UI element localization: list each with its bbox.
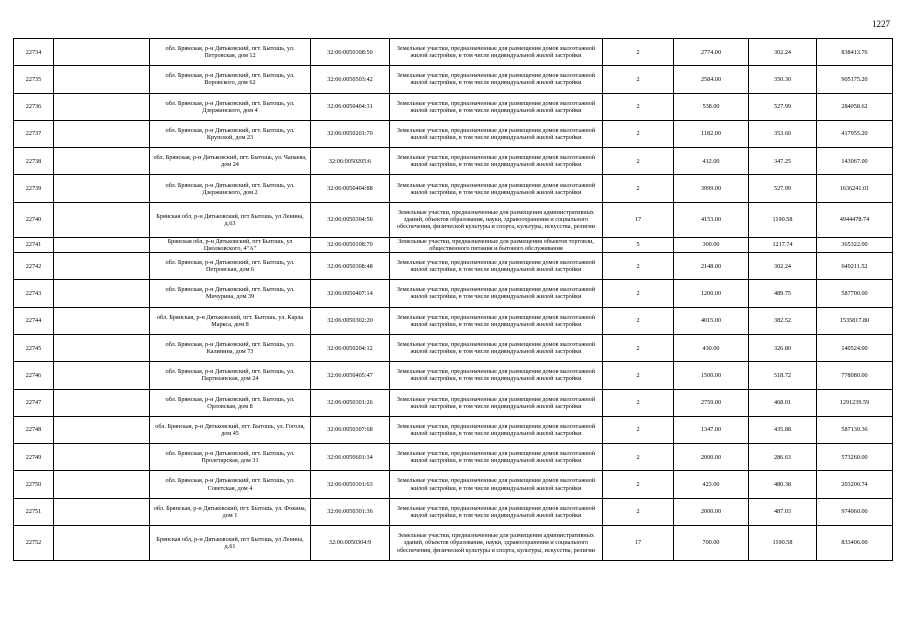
table-row bbox=[14, 39, 893, 66]
specific-value-cell: 353.60 bbox=[749, 120, 817, 147]
empty-cell bbox=[54, 175, 150, 202]
cadastral-value-cell: 649211.52 bbox=[817, 253, 893, 280]
row-id-cell: 22745 bbox=[14, 334, 54, 361]
row-id-cell: 22751 bbox=[14, 498, 54, 525]
address-cell: обл. Брянская, р-н Дятьковский, пгт. Бытошь, ул. Дзержинского, дом 2 bbox=[150, 175, 311, 202]
cadastral-value-cell: 573260.00 bbox=[817, 444, 893, 471]
cadastral-number-cell: 32:06:0050307:68 bbox=[311, 416, 390, 443]
row-id-cell: 22737 bbox=[14, 120, 54, 147]
cadastral-number-cell: 32:06:0050308:48 bbox=[311, 253, 390, 280]
cadastral-value-cell: 4944478.74 bbox=[817, 202, 893, 237]
specific-value-cell: 435.88 bbox=[749, 416, 817, 443]
group-code-cell: 2 bbox=[603, 175, 674, 202]
table-body bbox=[14, 39, 893, 561]
specific-value-cell: 286.63 bbox=[749, 444, 817, 471]
table-row bbox=[14, 202, 893, 237]
specific-value-cell: 302.24 bbox=[749, 253, 817, 280]
land-use-cell: Земельные участки, предназначенные для размещения домов малоэтажной жилой застройки, в том числе индивидуальной жилой застройки bbox=[390, 498, 603, 525]
table-row bbox=[14, 120, 893, 147]
row-id-cell: 22735 bbox=[14, 66, 54, 93]
cadastral-number-cell: 32:06:0050304:9 bbox=[311, 526, 390, 561]
cadastral-value-cell: 778080.00 bbox=[817, 362, 893, 389]
row-id-cell: 22748 bbox=[14, 416, 54, 443]
row-id-cell: 22743 bbox=[14, 280, 54, 307]
empty-cell bbox=[54, 148, 150, 175]
empty-cell bbox=[54, 237, 150, 252]
table-row bbox=[14, 498, 893, 525]
area-cell: 1500.00 bbox=[674, 362, 749, 389]
address-cell: обл. Брянская, р-н Дятьковский, пгт. Бытошь, ул. Советская, дом 4 bbox=[150, 471, 311, 498]
empty-cell bbox=[54, 280, 150, 307]
address-cell: обл. Брянская, р-н Дятьковский, пгт. Бытошь, ул. Дзержинского, дом 4 bbox=[150, 93, 311, 120]
table-row bbox=[14, 444, 893, 471]
table-row bbox=[14, 253, 893, 280]
area-cell: 2759.00 bbox=[674, 389, 749, 416]
group-code-cell: 2 bbox=[603, 253, 674, 280]
address-cell: обл. Брянская, р-н Дятьковский, пгт. Бытошь, ул. Крупской, дом 23 bbox=[150, 120, 311, 147]
specific-value-cell: 487.03 bbox=[749, 498, 817, 525]
table-row bbox=[14, 526, 893, 561]
address-cell: Брянская обл, р-н Дятьковский, пгт Бытошь, ул Ленина, д.63 bbox=[150, 202, 311, 237]
table-row bbox=[14, 237, 893, 252]
address-cell: обл. Брянская, р-н Дятьковский, пгт. Бытошь, ул. Воровского, дом 62 bbox=[150, 66, 311, 93]
group-code-cell: 17 bbox=[603, 202, 674, 237]
land-use-cell: Земельные участки, предназначенные для размещения административных зданий, объектов образования, науки, здравоохранения и социального обеспечения, физической культуры и спорта, культуры, искусства, религии bbox=[390, 202, 603, 237]
land-use-cell: Земельные участки, предназначенные для размещения домов малоэтажной жилой застройки, в том числе индивидуальной жилой застройки bbox=[390, 307, 603, 334]
cadastral-value-cell: 974060.00 bbox=[817, 498, 893, 525]
row-id-cell: 22747 bbox=[14, 389, 54, 416]
area-cell: 538.00 bbox=[674, 93, 749, 120]
empty-cell bbox=[54, 253, 150, 280]
group-code-cell: 2 bbox=[603, 416, 674, 443]
cadastral-value-cell: 143067.00 bbox=[817, 148, 893, 175]
empty-cell bbox=[54, 362, 150, 389]
area-cell: 300.00 bbox=[674, 237, 749, 252]
area-cell: 423.00 bbox=[674, 471, 749, 498]
row-id-cell: 22734 bbox=[14, 39, 54, 66]
group-code-cell: 2 bbox=[603, 280, 674, 307]
land-use-cell: Земельные участки, предназначенные для размещения домов малоэтажной жилой застройки, в том числе индивидуальной жилой застройки bbox=[390, 416, 603, 443]
address-cell: Брянская обл, р-н Дятьковский, пгт Бытошь, ул Циолковского, 4"А" bbox=[150, 237, 311, 252]
specific-value-cell: 1190.58 bbox=[749, 202, 817, 237]
specific-value-cell: 527.99 bbox=[749, 93, 817, 120]
land-use-cell: Земельные участки, предназначенные для размещения домов малоэтажной жилой застройки, в том числе индивидуальной жилой застройки bbox=[390, 148, 603, 175]
cadastral-value-cell: 587700.00 bbox=[817, 280, 893, 307]
row-id-cell: 22741 bbox=[14, 237, 54, 252]
land-use-cell: Земельные участки, предназначенные для размещения домов малоэтажной жилой застройки, в том числе индивидуальной жилой застройки bbox=[390, 39, 603, 66]
cadastral-value-cell: 417955.20 bbox=[817, 120, 893, 147]
cadastral-number-cell: 32:06:0050302:20 bbox=[311, 307, 390, 334]
group-code-cell: 2 bbox=[603, 498, 674, 525]
land-use-cell: Земельные участки, предназначенные для размещения домов малоэтажной жилой застройки, в том числе индивидуальной жилой застройки bbox=[390, 253, 603, 280]
cadastral-value-cell: 140524.00 bbox=[817, 334, 893, 361]
specific-value-cell: 480.38 bbox=[749, 471, 817, 498]
row-id-cell: 22742 bbox=[14, 253, 54, 280]
empty-cell bbox=[54, 202, 150, 237]
area-cell: 4015.00 bbox=[674, 307, 749, 334]
area-cell: 4153.00 bbox=[674, 202, 749, 237]
area-cell: 1182.00 bbox=[674, 120, 749, 147]
land-use-cell: Земельные участки, предназначенные для размещения объектов торговли, общественного питания и бытового обслуживания bbox=[390, 237, 603, 252]
land-use-cell: Земельные участки, предназначенные для размещения домов малоэтажной жилой застройки, в том числе индивидуальной жилой застройки bbox=[390, 471, 603, 498]
empty-cell bbox=[54, 416, 150, 443]
cadastral-number-cell: 32:06:0050503:42 bbox=[311, 66, 390, 93]
empty-cell bbox=[54, 120, 150, 147]
row-id-cell: 22740 bbox=[14, 202, 54, 237]
land-use-cell: Земельные участки, предназначенные для размещения домов малоэтажной жилой застройки, в том числе индивидуальной жилой застройки bbox=[390, 93, 603, 120]
row-id-cell: 22736 bbox=[14, 93, 54, 120]
table-row bbox=[14, 389, 893, 416]
cadastral-value-table bbox=[13, 38, 893, 561]
group-code-cell: 17 bbox=[603, 526, 674, 561]
address-cell: Брянская обл, р-н Дятьковский, пгт Бытошь, ул Ленина, д.61 bbox=[150, 526, 311, 561]
group-code-cell: 2 bbox=[603, 39, 674, 66]
table-row bbox=[14, 416, 893, 443]
cadastral-value-cell: 284058.62 bbox=[817, 93, 893, 120]
cadastral-value-cell: 1636241.01 bbox=[817, 175, 893, 202]
empty-cell bbox=[54, 389, 150, 416]
specific-value-cell: 302.24 bbox=[749, 39, 817, 66]
group-code-cell: 2 bbox=[603, 120, 674, 147]
group-code-cell: 2 bbox=[603, 93, 674, 120]
land-use-cell: Земельные участки, предназначенные для размещения домов малоэтажной жилой застройки, в том числе индивидуальной жилой застройки bbox=[390, 334, 603, 361]
group-code-cell: 2 bbox=[603, 307, 674, 334]
land-use-cell: Земельные участки, предназначенные для размещения административных зданий, объектов образования, науки, здравоохранения и социального обеспечения, физической культуры и спорта, культуры, искусства, религии bbox=[390, 526, 603, 561]
area-cell: 430.00 bbox=[674, 334, 749, 361]
land-use-cell: Земельные участки, предназначенные для размещения домов малоэтажной жилой застройки, в том числе индивидуальной жилой застройки bbox=[390, 120, 603, 147]
cadastral-number-cell: 32:06:0050204:12 bbox=[311, 334, 390, 361]
table-row bbox=[14, 175, 893, 202]
table-row bbox=[14, 334, 893, 361]
cadastral-number-cell: 32:06:0050301:63 bbox=[311, 471, 390, 498]
cadastral-value-cell: 1291239.59 bbox=[817, 389, 893, 416]
cadastral-number-cell: 32:06:0050405:47 bbox=[311, 362, 390, 389]
area-cell: 3099.00 bbox=[674, 175, 749, 202]
specific-value-cell: 350.30 bbox=[749, 66, 817, 93]
area-cell: 412.00 bbox=[674, 148, 749, 175]
group-code-cell: 2 bbox=[603, 148, 674, 175]
area-cell: 2584.00 bbox=[674, 66, 749, 93]
table-row bbox=[14, 307, 893, 334]
empty-cell bbox=[54, 334, 150, 361]
specific-value-cell: 518.72 bbox=[749, 362, 817, 389]
land-use-cell: Земельные участки, предназначенные для размещения домов малоэтажной жилой застройки, в том числе индивидуальной жилой застройки bbox=[390, 66, 603, 93]
cadastral-number-cell: 32:06:0050304:56 bbox=[311, 202, 390, 237]
cadastral-number-cell: 32:06:0050301:36 bbox=[311, 498, 390, 525]
empty-cell bbox=[54, 471, 150, 498]
address-cell: обл. Брянская, р-н Дятьковский, пгт. Бытошь, ул. Орловская, дом 8 bbox=[150, 389, 311, 416]
empty-cell bbox=[54, 39, 150, 66]
address-cell: обл. Брянская, р-н Дятьковский, пгт. Бытошь, ул. Пролетарская, дом 31 bbox=[150, 444, 311, 471]
address-cell: обл. Брянская, р-н Дятьковский, пгт. Бытошь, ул. Петровская, дом 12 bbox=[150, 39, 311, 66]
cadastral-value-cell: 838413.76 bbox=[817, 39, 893, 66]
specific-value-cell: 1190.58 bbox=[749, 526, 817, 561]
cadastral-value-cell: 833406.00 bbox=[817, 526, 893, 561]
empty-cell bbox=[54, 93, 150, 120]
address-cell: обл. Брянская, р-н Дятьковский, пгт. Бытошь, ул. Калинина, дом 73 bbox=[150, 334, 311, 361]
row-id-cell: 22739 bbox=[14, 175, 54, 202]
cadastral-number-cell: 32:06:0050407:14 bbox=[311, 280, 390, 307]
address-cell: обл. Брянская, р-н Дятьковский, пгт. Бытошь, ул. Петровская, дом 6 bbox=[150, 253, 311, 280]
row-id-cell: 22749 bbox=[14, 444, 54, 471]
group-code-cell: 2 bbox=[603, 66, 674, 93]
group-code-cell: 2 bbox=[603, 334, 674, 361]
specific-value-cell: 347.25 bbox=[749, 148, 817, 175]
specific-value-cell: 489.75 bbox=[749, 280, 817, 307]
row-id-cell: 22746 bbox=[14, 362, 54, 389]
empty-cell bbox=[54, 444, 150, 471]
specific-value-cell: 468.01 bbox=[749, 389, 817, 416]
table-row bbox=[14, 362, 893, 389]
group-code-cell: 2 bbox=[603, 471, 674, 498]
area-cell: 2774.00 bbox=[674, 39, 749, 66]
cadastral-value-cell: 203200.74 bbox=[817, 471, 893, 498]
row-id-cell: 22744 bbox=[14, 307, 54, 334]
table-row bbox=[14, 66, 893, 93]
cadastral-number-cell: 32:06:0050301:26 bbox=[311, 389, 390, 416]
area-cell: 2000.00 bbox=[674, 498, 749, 525]
group-code-cell: 5 bbox=[603, 237, 674, 252]
address-cell: обл. Брянская, р-н Дятьковский, пгт. Бытошь, ул. Мичурина, дом 39 bbox=[150, 280, 311, 307]
empty-cell bbox=[54, 66, 150, 93]
address-cell: обл. Брянская, р-н Дятьковский, пгт. Бытошь, ул. Партизанская, дом 24 bbox=[150, 362, 311, 389]
cadastral-number-cell: 32:06:0050201:70 bbox=[311, 120, 390, 147]
row-id-cell: 22738 bbox=[14, 148, 54, 175]
cadastral-number-cell: 32:06:0050601:34 bbox=[311, 444, 390, 471]
specific-value-cell: 527.99 bbox=[749, 175, 817, 202]
address-cell: обл. Брянская, р-н Дятьковский, пгт. Бытошь, ул. Гоголя, дом 45 bbox=[150, 416, 311, 443]
group-code-cell: 2 bbox=[603, 362, 674, 389]
cadastral-value-cell: 905175.20 bbox=[817, 66, 893, 93]
area-cell: 700.00 bbox=[674, 526, 749, 561]
table-row bbox=[14, 280, 893, 307]
specific-value-cell: 326.80 bbox=[749, 334, 817, 361]
specific-value-cell: 1217.74 bbox=[749, 237, 817, 252]
table-row bbox=[14, 148, 893, 175]
page-number: 1227 bbox=[872, 19, 890, 29]
address-cell: обл. Брянская, р-н Дятьковский, пгт. Бытошь, ул. Фокина, дом 1 bbox=[150, 498, 311, 525]
area-cell: 2000.00 bbox=[674, 444, 749, 471]
row-id-cell: 22752 bbox=[14, 526, 54, 561]
cadastral-number-cell: 32:06:0050205:6 bbox=[311, 148, 390, 175]
area-cell: 1200.00 bbox=[674, 280, 749, 307]
empty-cell bbox=[54, 526, 150, 561]
area-cell: 1347.00 bbox=[674, 416, 749, 443]
cadastral-value-cell: 587130.36 bbox=[817, 416, 893, 443]
specific-value-cell: 382.52 bbox=[749, 307, 817, 334]
cadastral-number-cell: 32:06:0050308:50 bbox=[311, 39, 390, 66]
address-cell: обл. Брянская, р-н Дятьковский, пгт. Бытошь, ул. Чапаева, дом 24 bbox=[150, 148, 311, 175]
land-use-cell: Земельные участки, предназначенные для размещения домов малоэтажной жилой застройки, в том числе индивидуальной жилой застройки bbox=[390, 362, 603, 389]
cadastral-number-cell: 32:06:0050404:88 bbox=[311, 175, 390, 202]
empty-cell bbox=[54, 307, 150, 334]
row-id-cell: 22750 bbox=[14, 471, 54, 498]
area-cell: 2148.00 bbox=[674, 253, 749, 280]
empty-cell bbox=[54, 498, 150, 525]
land-use-cell: Земельные участки, предназначенные для размещения домов малоэтажной жилой застройки, в том числе индивидуальной жилой застройки bbox=[390, 389, 603, 416]
land-use-cell: Земельные участки, предназначенные для размещения домов малоэтажной жилой застройки, в том числе индивидуальной жилой застройки bbox=[390, 444, 603, 471]
cadastral-number-cell: 32:06:0050404:31 bbox=[311, 93, 390, 120]
cadastral-value-cell: 1535817.80 bbox=[817, 307, 893, 334]
land-use-cell: Земельные участки, предназначенные для размещения домов малоэтажной жилой застройки, в том числе индивидуальной жилой застройки bbox=[390, 175, 603, 202]
cadastral-number-cell: 32:06:0050108:70 bbox=[311, 237, 390, 252]
group-code-cell: 2 bbox=[603, 444, 674, 471]
land-use-cell: Земельные участки, предназначенные для размещения домов малоэтажной жилой застройки, в том числе индивидуальной жилой застройки bbox=[390, 280, 603, 307]
address-cell: обл. Брянская, р-н Дятьковский, пгт. Бытошь, ул. Карла Маркса, дом 8 bbox=[150, 307, 311, 334]
table-row bbox=[14, 93, 893, 120]
cadastral-value-cell: 365322.00 bbox=[817, 237, 893, 252]
group-code-cell: 2 bbox=[603, 389, 674, 416]
table-row bbox=[14, 471, 893, 498]
